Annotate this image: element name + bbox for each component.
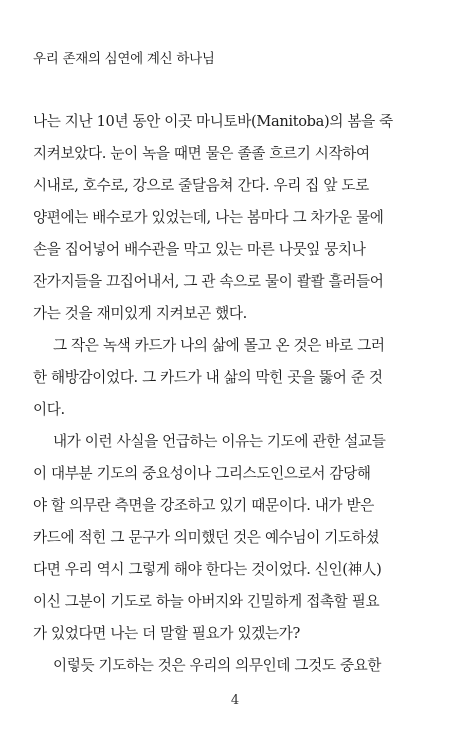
text-line: 나는 지난 10년 동안 이곳 마니토바(Manitoba)의 봄을 죽 <box>33 113 393 130</box>
text-line: 이다. <box>33 401 65 418</box>
text-line: 이 대부분 기도의 중요성이나 그리스도인으로서 감당해 <box>33 465 371 482</box>
page-number: 4 <box>230 693 240 708</box>
text-line: 양편에는 배수로가 있었는데, 나는 봄마다 그 차가운 물에 <box>33 209 384 226</box>
text-line: 다면 우리 역시 그렇게 해야 한다는 것이었다. 신인(神人) <box>33 561 382 578</box>
text-line: 가 있었다면 나는 더 말할 필요가 있겠는가? <box>33 625 300 642</box>
text-line: 카드에 적힌 그 문구가 의미했던 것은 예수님이 기도하셨 <box>33 529 380 546</box>
paragraph-start-line: 이렇듯 기도하는 것은 우리의 의무인데 그것도 중요한 <box>53 657 382 674</box>
text-line: 가는 것을 재미있게 지켜보곤 했다. <box>33 305 247 322</box>
text-line: 한 해방감이었다. 그 카드가 내 삶의 막힌 곳을 뚫어 준 것 <box>33 369 383 386</box>
text-line: 시내로, 호수로, 강으로 줄달음쳐 간다. 우리 집 앞 도로 <box>33 177 369 194</box>
text-line: 이신 그분이 기도로 하늘 아버지와 긴밀하게 접촉할 필요 <box>33 593 380 610</box>
text-line: 잔가지들을 끄집어내서, 그 관 속으로 물이 콸콸 흘러들어 <box>33 273 384 290</box>
running-head: 우리 존재의 심연에 계신 하나님 <box>33 51 215 67</box>
text-line: 손을 집어넣어 배수관을 막고 있는 마른 나뭇잎 뭉치나 <box>33 241 366 258</box>
paragraph-start-line: 내가 이런 사실을 언급하는 이유는 기도에 관한 설교들 <box>53 433 386 450</box>
text-line: 야 할 의무란 측면을 강조하고 있기 때문이다. 내가 받은 <box>33 497 375 514</box>
body-text <box>33 106 439 682</box>
text-line: 지켜보았다. 눈이 녹을 때면 물은 졸졸 흐르기 시작하여 <box>33 145 370 162</box>
paragraph-start-line: 그 작은 녹색 카드가 나의 삶에 몰고 온 것은 바로 그러 <box>53 337 385 354</box>
